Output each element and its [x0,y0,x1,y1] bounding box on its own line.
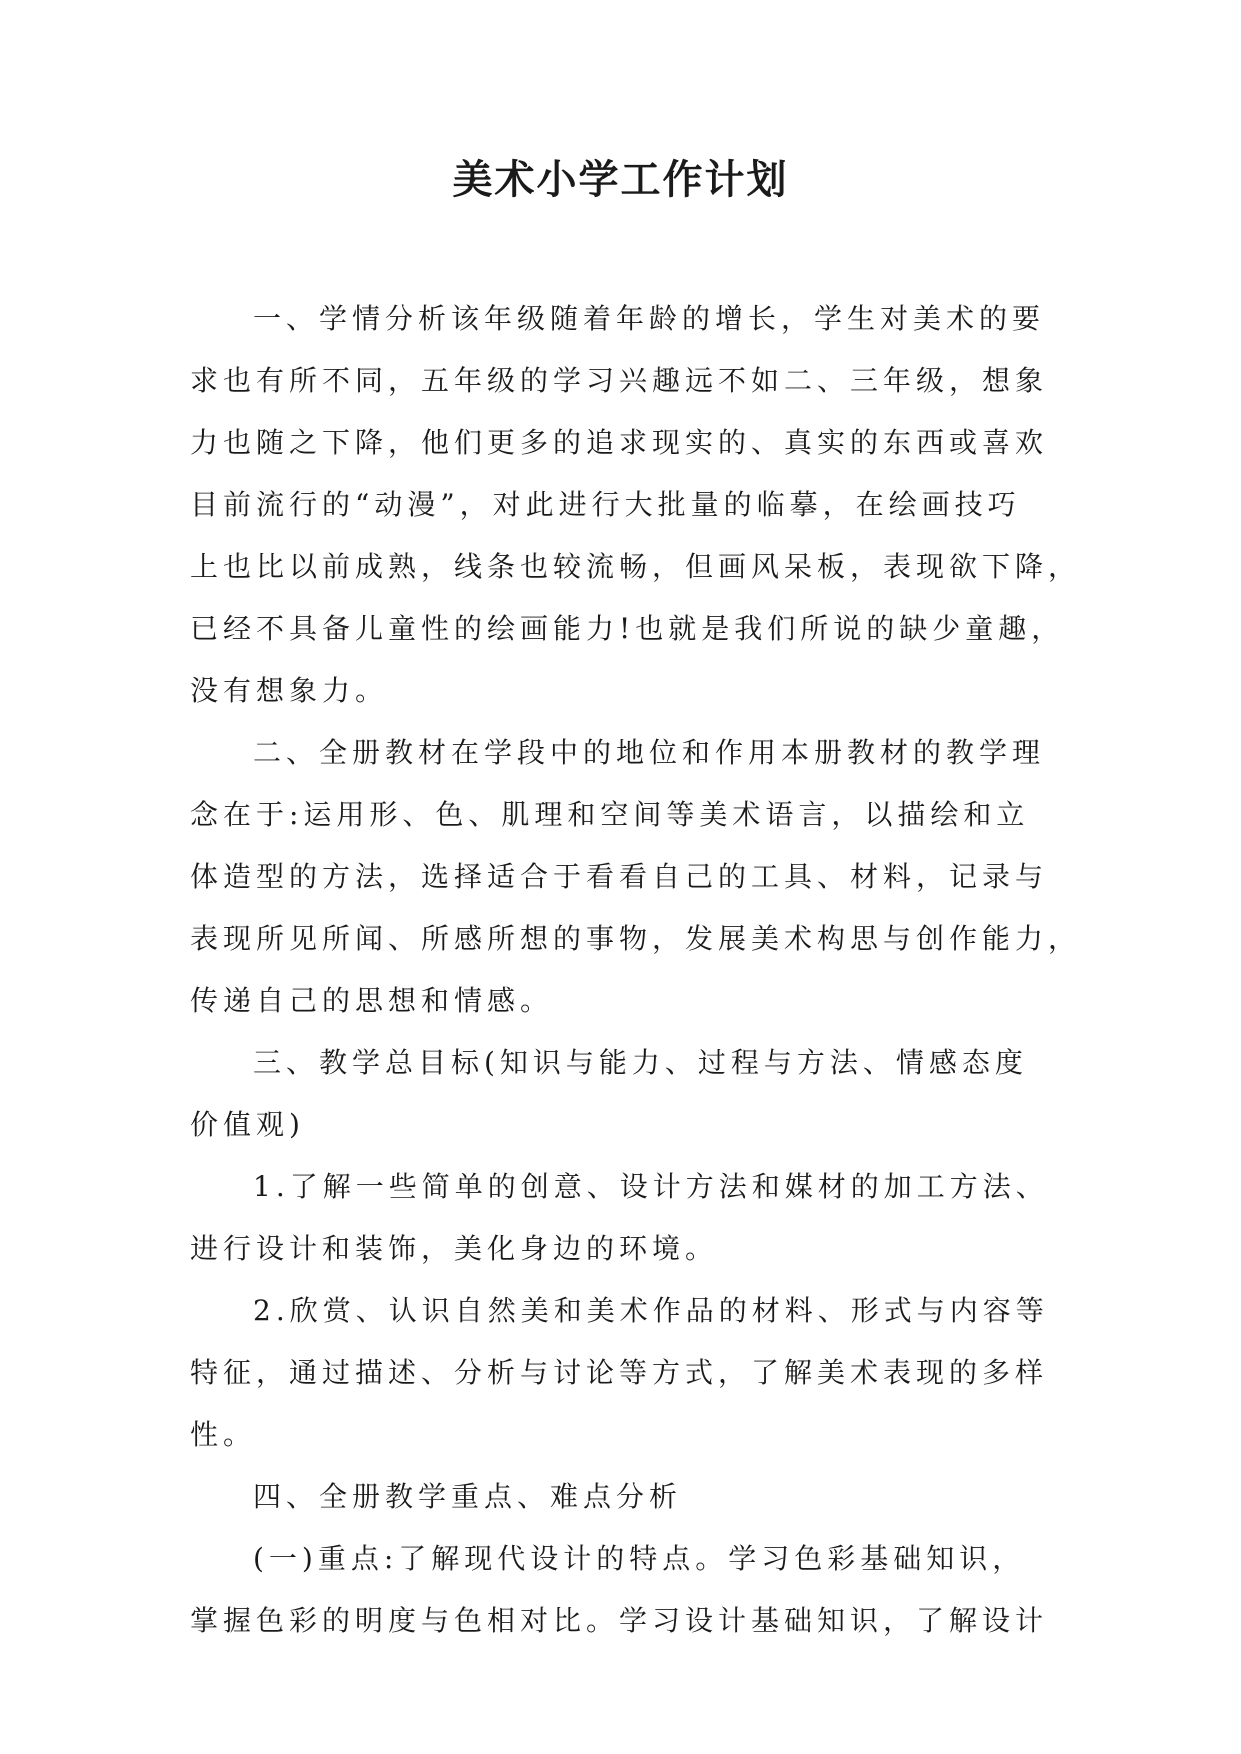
paragraph-line: 进行设计和装饰，美化身边的环境。 [190,1232,719,1265]
paragraph-line: 掌握色彩的明度与色相对比。学习设计基础知识，了解设计 [190,1604,1049,1637]
paragraph-line: 念在于:运用形、色、肌理和空间等美术语言，以描绘和立 [190,798,1030,831]
paragraph-line: 一、学情分析该年级随着年龄的增长，学生对美术的要 [253,302,1046,335]
paragraph-line: 表现所见所闻、所感所想的事物，发展美术构思与创作能力， [190,922,1082,955]
paragraph-line: 没有想象力。 [190,674,389,707]
paragraph-line: 性。 [190,1418,257,1451]
document-body [190,288,1082,1652]
paragraph-line: 传递自己的思想和情感。 [190,984,554,1017]
paragraph-line: 体造型的方法，选择适合于看看自己的工具、材料，记录与 [190,860,1049,893]
paragraph-line: 上也比以前成熟，线条也较流畅，但画风呆板，表现欲下降， [190,550,1082,583]
paragraph-line: 三、教学总目标(知识与能力、过程与方法、情感态度 [253,1046,1028,1079]
paragraph-line: 2.欣赏、认识自然美和美术作品的材料、形式与内容等 [253,1294,1049,1327]
paragraph-line: 求也有所不同，五年级的学习兴趣远不如二、三年级，想象 [190,364,1049,397]
paragraph-line: 力也随之下降，他们更多的追求现实的、真实的东西或喜欢 [190,426,1049,459]
paragraph-line: 特征，通过描述、分析与讨论等方式，了解美术表现的多样 [190,1356,1049,1389]
paragraph-line: 价值观) [190,1108,305,1141]
paragraph-line: 已经不具备儿童性的绘画能力!也就是我们所说的缺少童趣， [190,612,1065,645]
paragraph-line: 1.了解一些简单的创意、设计方法和媒材的加工方法、 [253,1170,1049,1203]
document-title: 美术小学工作计划 [452,157,789,203]
paragraph-line: 目前流行的“动漫”，对此进行大批量的临摹，在绘画技巧 [190,488,1021,521]
paragraph-line: 二、全册教材在学段中的地位和作用本册教材的教学理 [253,736,1046,769]
paragraph-line: 四、全册教学重点、难点分析 [253,1480,683,1513]
paragraph-line: (一)重点:了解现代设计的特点。学习色彩基础知识， [253,1542,1026,1575]
